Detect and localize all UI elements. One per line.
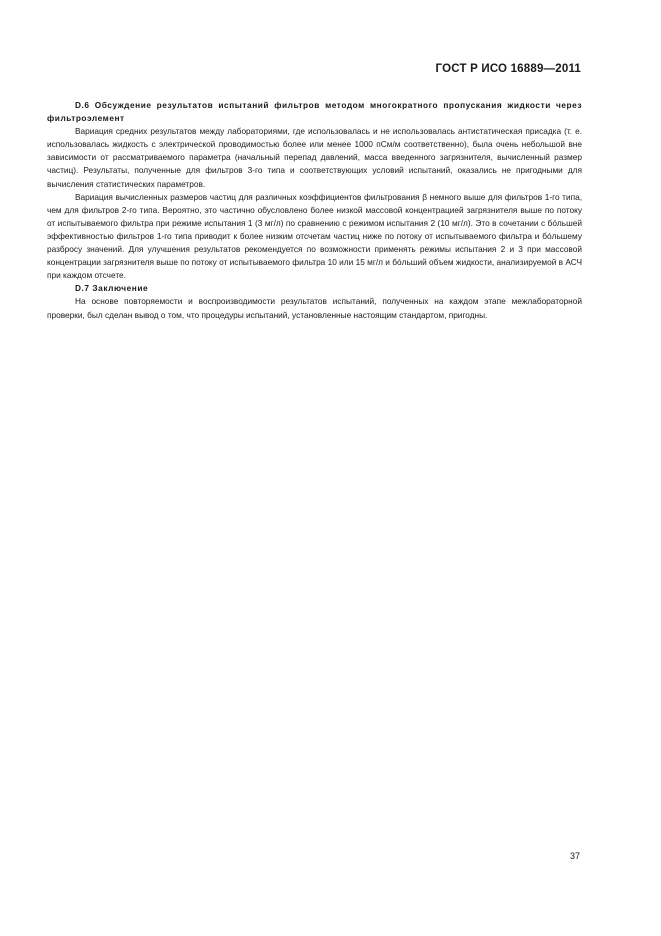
section-d7-paragraph: На основе повторяемости и воспроизводимости результатов испытаний, полученных на каждом этапе межлабораторной проверки, был сделан вывод о том, что процедуры испытаний, установленные настоящим стандартом, пригодны.: [47, 296, 582, 320]
page-number: 37: [569, 851, 580, 861]
section-heading-d7: D.7 Заключение: [75, 283, 149, 294]
section-heading-d6: D.6 Обсуждение результатов испытаний фильтров методом многократного пропускания жидкости через фильтроэлемент: [47, 100, 582, 124]
section-d6-paragraph: Вариация средних результатов между лабораториями, где использовалась и не использовалась антистатическая присадка (т. е. использовалась жидкость с электрической проводимостью более или менее 1000 пСм/м соответственно), была очень небольшой вне зависимости от рассматриваемого параметра (начальный перепад давлений, масса введенного загрязнителя, вычисленный размер частиц). Результаты, полученные для фильтров 3-го типа и соответствующих условий испытаний, оказались не пригодными для вычисления статистических параметров.: [47, 126, 582, 189]
document-header: ГОСТ Р ИСО 16889—2011: [435, 63, 581, 75]
document-body: [47, 99, 582, 322]
section-d6-paragraph: Вариация вычисленных размеров частиц для различных коэффициентов фильтрования β немного выше для фильтров 1-го типа, чем для фильтров 2-го типа. Вероятно, это частично обусловлено более низкой массовой концентрацией загрязнителя выше по потоку от испытываемого фильтра при режиме испытания 1 (3 мг/л) по сравнению с режимом испытания 2 (10 мг/л). Это в сочетании с бóльшей эффективностью фильтров 1-го типа приводит к более низким отсчетам частиц ниже по потоку от испытываемого фильтра и бóльшему разбросу значений. Для улучшения результатов рекомендуется по возможности применять режимы испытания 2 и 3 при массовой концентрации загрязнителя выше по потоку от испытываемого фильтра 10 или 15 мг/л и бóльший объем жидкости, анализируемой в АСЧ при каждом отсчете.: [47, 191, 582, 281]
